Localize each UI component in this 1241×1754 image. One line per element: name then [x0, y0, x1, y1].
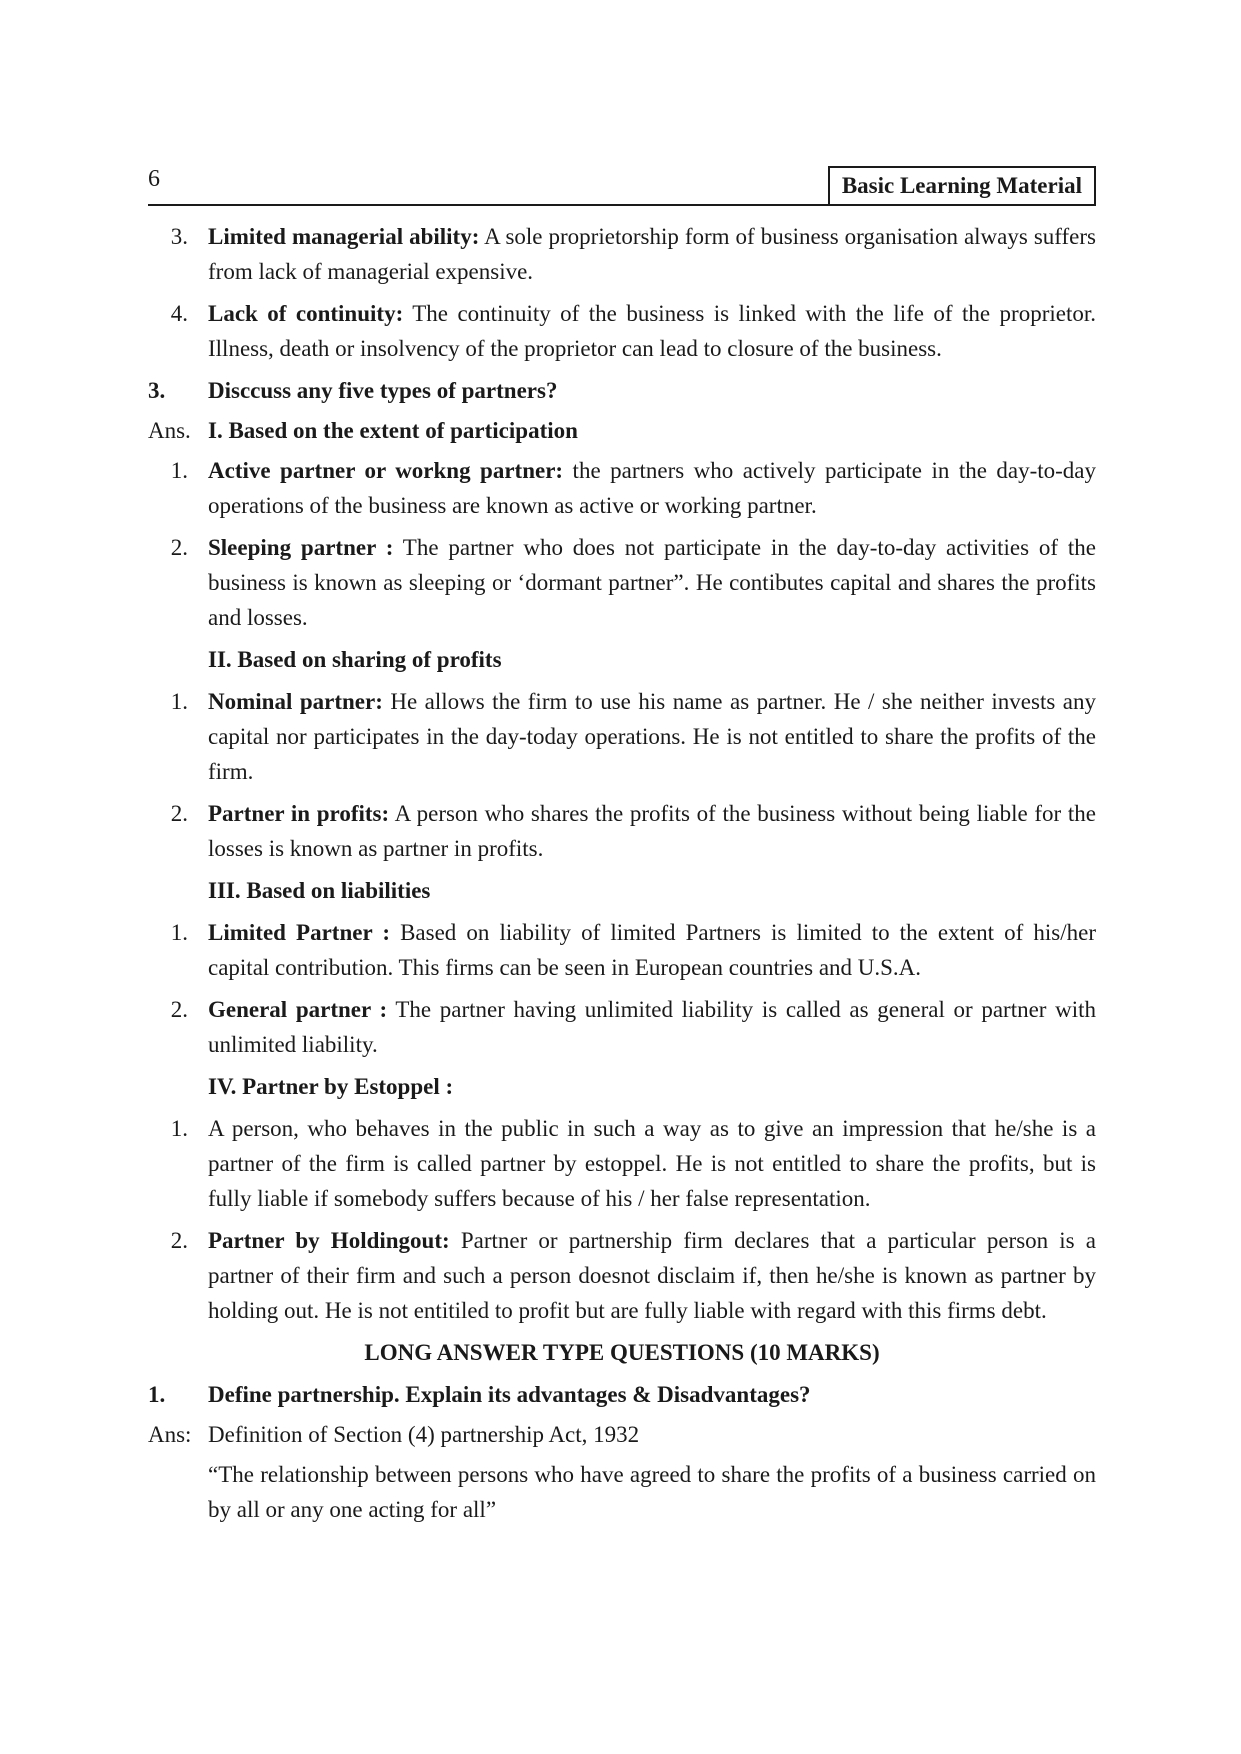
item-term: Lack of continuity: — [208, 301, 404, 326]
item-number: 4. — [170, 301, 188, 326]
section-heading-1: I. Based on the extent of participation — [208, 418, 578, 443]
answer-3 — [148, 413, 1096, 448]
question-text: Define partnership. Explain its advantages & Disadvantages? — [208, 1382, 811, 1407]
item-number: 2. — [170, 535, 188, 560]
item-body: Partner or partnership firm declares that a particular person is a partner of their firm and such a person doesnot disclaim if, then he/she is known as partner by holding out. He is not entitiled to profit but are fully liable with regard with this firms debt. — [208, 1228, 1096, 1323]
item-number: 2. — [170, 1228, 188, 1253]
item-text — [208, 530, 1096, 635]
list-item — [148, 796, 1096, 866]
item-term: Sleeping partner : — [208, 535, 394, 560]
list-item — [148, 992, 1096, 1062]
item-body: the partners who actively participate in the day-to-day operations of the business are known as active or working partner. — [208, 458, 1097, 518]
list-item — [148, 1111, 1096, 1216]
section-heading-3: III. Based on liabilities — [208, 878, 431, 903]
list-item — [148, 453, 1096, 523]
item-body: The partner having unlimited liability is called as general or partner with unlimited liability. — [208, 997, 1097, 1057]
item-text — [208, 296, 1096, 366]
list-item — [148, 219, 1096, 289]
answer-label: Ans. — [148, 418, 191, 443]
item-text — [208, 1223, 1096, 1328]
item-body: The continuity of the business is linked with the life of the proprietor. Illness, death or insolvency of the proprietor can lead to closure of the business. — [208, 301, 1096, 361]
item-number: 2. — [170, 801, 188, 826]
list-item — [148, 296, 1096, 366]
page-content — [148, 219, 1096, 1534]
page-number: 6 — [148, 166, 160, 192]
answer-text: Definition of Section (4) partnership Act, 1932 — [208, 1422, 640, 1447]
item-body: A person, who behaves in the public in such a way as to give an impression that he/she is a partner of the firm is called partner by estoppel. He is not entitled to share the profits, but is fully liable if somebody suffers because of his / her false representation. — [208, 1116, 1096, 1211]
list-item — [148, 915, 1096, 985]
item-number: 1. — [170, 458, 188, 483]
definition-quote — [148, 1457, 1096, 1527]
item-body: A sole proprietorship form of business organisation always suffers from lack of managerial expensive. — [208, 224, 1096, 284]
item-term: Nominal partner: — [208, 689, 383, 714]
section-heading-2: II. Based on sharing of profits — [208, 647, 502, 672]
item-number: 1. — [170, 1116, 188, 1141]
list-item — [148, 530, 1096, 635]
running-title: Basic Learning Material — [828, 166, 1096, 204]
question-number: 3. — [148, 378, 166, 403]
item-number: 1. — [170, 689, 188, 714]
item-text — [208, 992, 1096, 1062]
question-3 — [148, 373, 1096, 408]
page-header — [148, 164, 1096, 206]
item-term: Limited managerial ability: — [208, 224, 480, 249]
item-text — [208, 219, 1096, 289]
item-text — [208, 453, 1096, 523]
item-body: The partner who does not participate in the day-to-day activities of the business is known as sleeping or ‘dormant partner”. He contibutes capital and shares the profits and losses. — [208, 535, 1096, 630]
long-question-1 — [148, 1377, 1096, 1412]
item-number: 2. — [170, 997, 188, 1022]
item-term: Partner in profits: — [208, 801, 390, 826]
item-text — [208, 796, 1096, 866]
long-answer-1 — [148, 1417, 1096, 1452]
item-text — [208, 684, 1096, 789]
item-body: A person who shares the profits of the business without being liable for the losses is known as partner in profits. — [208, 801, 1097, 861]
question-number: 1. — [148, 1382, 166, 1407]
item-body: He allows the firm to use his name as partner. He / she neither invests any capital nor participates in the day-today operations. He is not entitled to share the profits of the firm. — [208, 689, 1096, 784]
list-item — [148, 1223, 1096, 1328]
quote-text: “The relationship between persons who have agreed to share the profits of a business carried on by all or any one acting for all” — [208, 1462, 1096, 1522]
section-heading-4: IV. Partner by Estoppel : — [208, 1074, 454, 1099]
question-text: Disccuss any five types of partners? — [208, 378, 558, 403]
item-text — [208, 915, 1096, 985]
item-body: Based on liability of limited Partners is limited to the extent of his/her capital contribution. This firms can be seen in European countries and U.S.A. — [208, 920, 1096, 980]
item-number: 1. — [170, 920, 188, 945]
answer-label: Ans: — [148, 1422, 192, 1447]
item-term: Limited Partner : — [208, 920, 390, 945]
item-term: Active partner or workng partner: — [208, 458, 564, 483]
long-answer-heading: LONG ANSWER TYPE QUESTIONS (10 MARKS) — [364, 1340, 880, 1365]
item-term: Partner by Holdingout: — [208, 1228, 450, 1253]
item-term: General partner : — [208, 997, 388, 1022]
list-item — [148, 684, 1096, 789]
item-number: 3. — [170, 224, 188, 249]
